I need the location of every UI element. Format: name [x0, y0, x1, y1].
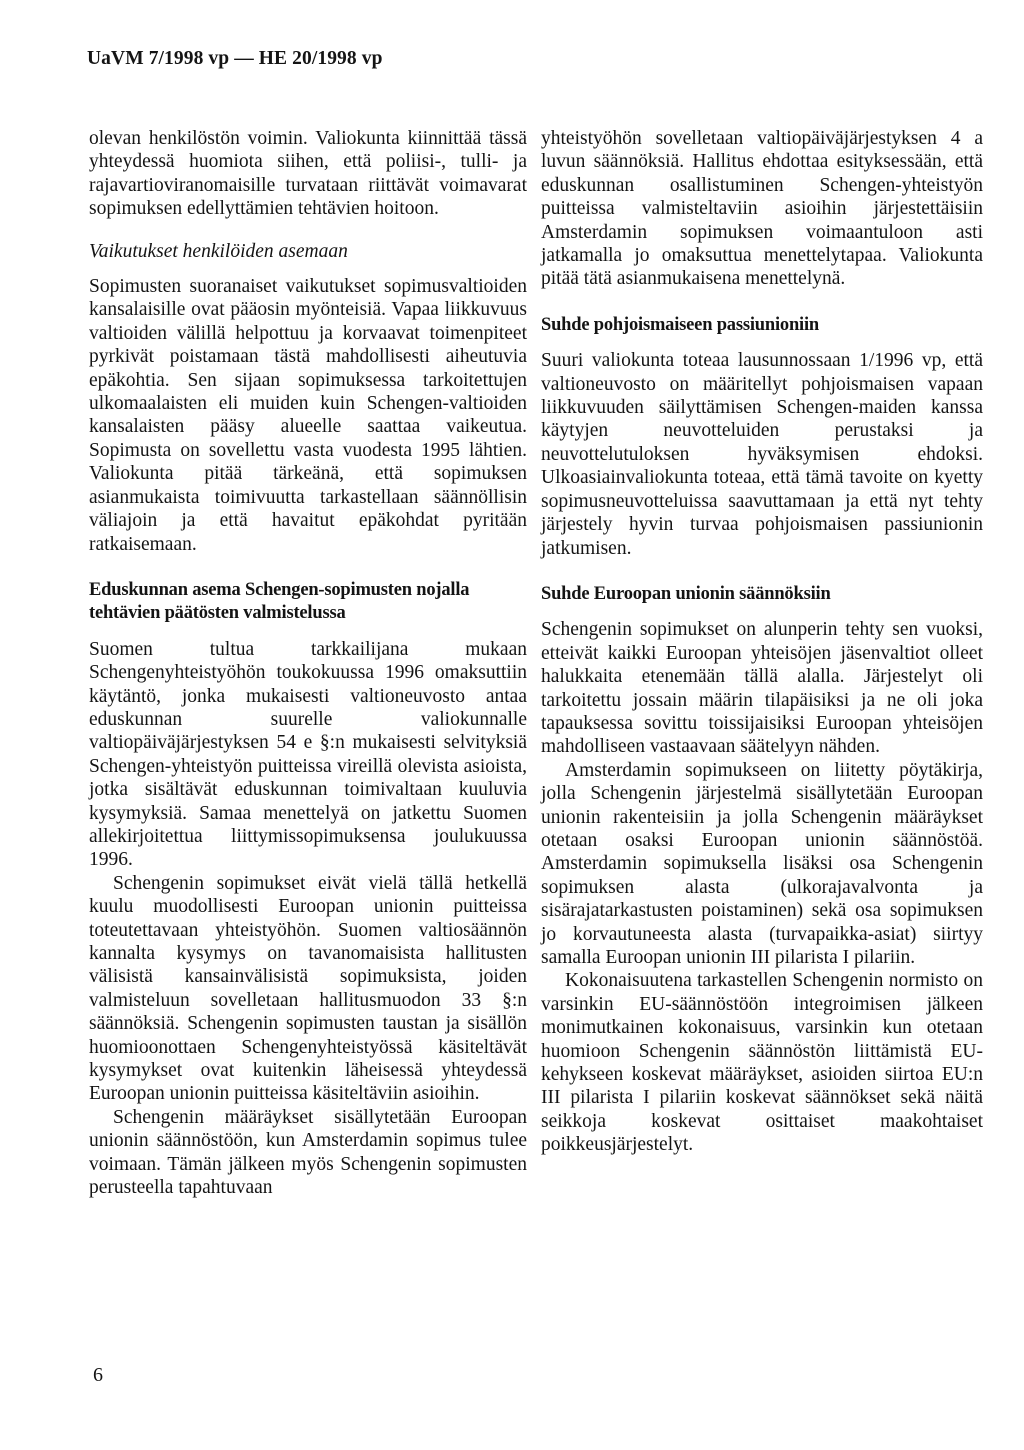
paragraph: Suuri valiokunta toteaa lausunnossaan 1/1996 vp, että valtioneuvosto on määritellyt pohjoismaisen vapaan liikkuvuuden säilyttämisen Schengen-maiden kanssa käytyjen neuvotteluiden perustaksi ja neuvottelutuloksen hyväksymisen ehdoksi. Ulkoasiainvaliokunta toteaa, että tämä tavoite on kyetty sopimusneuvotteluissa saavuttamaan ja että nyt tehty järjestely hyvin turvaa pohjoismaisen passiunionin jatkumisen.	[541, 350, 983, 559]
section-subheading: Vaikutukset henkilöiden asemaan	[89, 240, 348, 262]
section-heading: Suhde pohjoismaiseen passiunioniin	[541, 314, 820, 335]
left-column	[89, 127, 527, 1199]
paragraph: Kokonaisuutena tarkastellen Schengenin normisto on varsinkin EU-säännöstöön integroimisen jälkeen monimutkainen kokonaisuus, varsinkin kun otetaan huomioon Schengenin säännöstön liittämistä EU-kehykseen koskevat määräykset, asioiden siirtoa EU:n III pilarista I pilariin koskevat säännökset sekä näitä seikkoja koskevat osittaiset maakohtaiset poikkeusjärjestelyt.	[541, 970, 983, 1156]
paragraph: Amsterdamin sopimukseen on liitetty pöytäkirja, jolla Schengenin järjestelmä sisällytetään Euroopan unionin rakenteisiin ja jolla Schengenin määräykset otetaan osaksi Euroopan unionin säännöstöä. Amsterdamin sopimuksella lisäksi osa Schengenin sopimuksen alasta (ulkorajavalvonta ja sisärajatarkastusten poistaminen) sekä osa sopimuksen jo korvautuneesta alasta (turvapaikka-asiat) siirtyy samalla Euroopan unionin III pilarista I pilariin.	[541, 759, 983, 968]
right-column	[541, 127, 983, 1157]
paragraph: Sopimusten suoranaiset vaikutukset sopimusvaltioiden kansalaisille ovat pääosin myönteisiä. Vapaa liikkuvuus valtioiden välillä helpottuu ja korvaavat toimenpiteet pyrkivät poistamaan tästä mahdollisesti aiheutuvia epäkohtia. Sen sijaan sopimuksessa tarkoitettujen ulkomaalaisten eli muiden kuin Schengen-valtioiden kansalaisten pääsy alueelle saattaa vaikeutua. Sopimusta on sovellettu vasta vuodesta 1995 lähtien. Valiokunta pitää tärkeänä, että sopimuksen asianmukaista toimivuutta tarkastellaan säännöllisin väliajoin ja että havaitut epäkohdat pyritään ratkaisemaan.	[89, 276, 527, 555]
paragraph: Suomen tultua tarkkailijana mukaan Schengenyhteistyöhön toukokuussa 1996 omaksuttiin käytäntö, jonka mukaisesti valtioneuvosto antaa eduskunnan suurelle valiokunnalle valtiopäiväjärjestyksen 54 e §:n mukaisesti selvityksiä Schengen-yhteistyön puitteissa vireillä olevista asioista, jotka sisältävät eduskunnan toimivaltaan kuuluvia kysymyksiä. Samaa menettelyä on jatkettu Suomen allekirjoitettua liittymissopimuksensa joulukuussa 1996.	[89, 638, 527, 871]
paragraph: Schengenin sopimukset on alunperin tehty sen vuoksi, etteivät kaikki Euroopan yhteisöjen jäsenvaltiot olleet halukkaita etenemään tällä alalla. Järjestelyt oli tarkoitettu jossain määrin tilapäisiksi ja ne oli joka tapauksessa sovittu toissijaisiksi Euroopan yhteisöjen mahdolliseen vastaavaan säätelyyn nähden.	[541, 619, 983, 758]
section-heading: Suhde Euroopan unionin säännöksiin	[541, 583, 831, 604]
section-heading: Eduskunnan asema Schengen-sopimusten nojalla tehtävien päätösten valmistelussa	[89, 579, 470, 624]
page-number: 6	[93, 1364, 103, 1386]
running-head: UaVM 7/1998 vp — HE 20/1998 vp	[87, 48, 383, 69]
paragraph: olevan henkilöstön voimin. Valiokunta kiinnittää tässä yhteydessä huomiota siihen, että poliisi-, tulli- ja rajavartioviranomaisille turvataan riittävät voimavarat sopimuksen edellyttämien tehtävien hoitoon.	[89, 128, 527, 220]
paragraph: Schengenin määräykset sisällytetään Euroopan unionin säännöstöön, kun Amsterdamin sopimus tulee voimaan. Tämän jälkeen myös Schengenin sopimusten perusteella tapahtuvaan	[89, 1106, 527, 1199]
paragraph: Schengenin sopimukset eivät vielä tällä hetkellä kuulu muodollisesti Euroopan unionin puitteissa toteutettavaan yhteistyöhön. Suomen valtiosäännön kannalta kysymys on tavanomaisista hallitusten välisistä kansainvälisistä sopimuksista, joiden valmisteluun sovelletaan hallitusmuodon 33 §:n säännöksiä. Schengenin sopimusten taustan ja sisällön huomioonottaen Schengenyhteistyössä käsiteltävät kysymykset ovat kuitenkin läheisessä yhteydessä Euroopan unionin puitteissa käsiteltäviin asioihin.	[89, 872, 527, 1105]
paragraph: yhteistyöhön sovelletaan valtiopäiväjärjestyksen 4 a luvun säännöksiä. Hallitus ehdottaa esityksessään, että eduskunnan osallistuminen Schengen-yhteistyön puitteissa valmisteltaviin asioihin järjestettäisiin Amsterdamin sopimuksen voimaantuloon asti jatkamalla jo omaksuttua menettelytapaa. Valiokunta pitää tätä asianmukaisena menettelynä.	[541, 128, 983, 290]
